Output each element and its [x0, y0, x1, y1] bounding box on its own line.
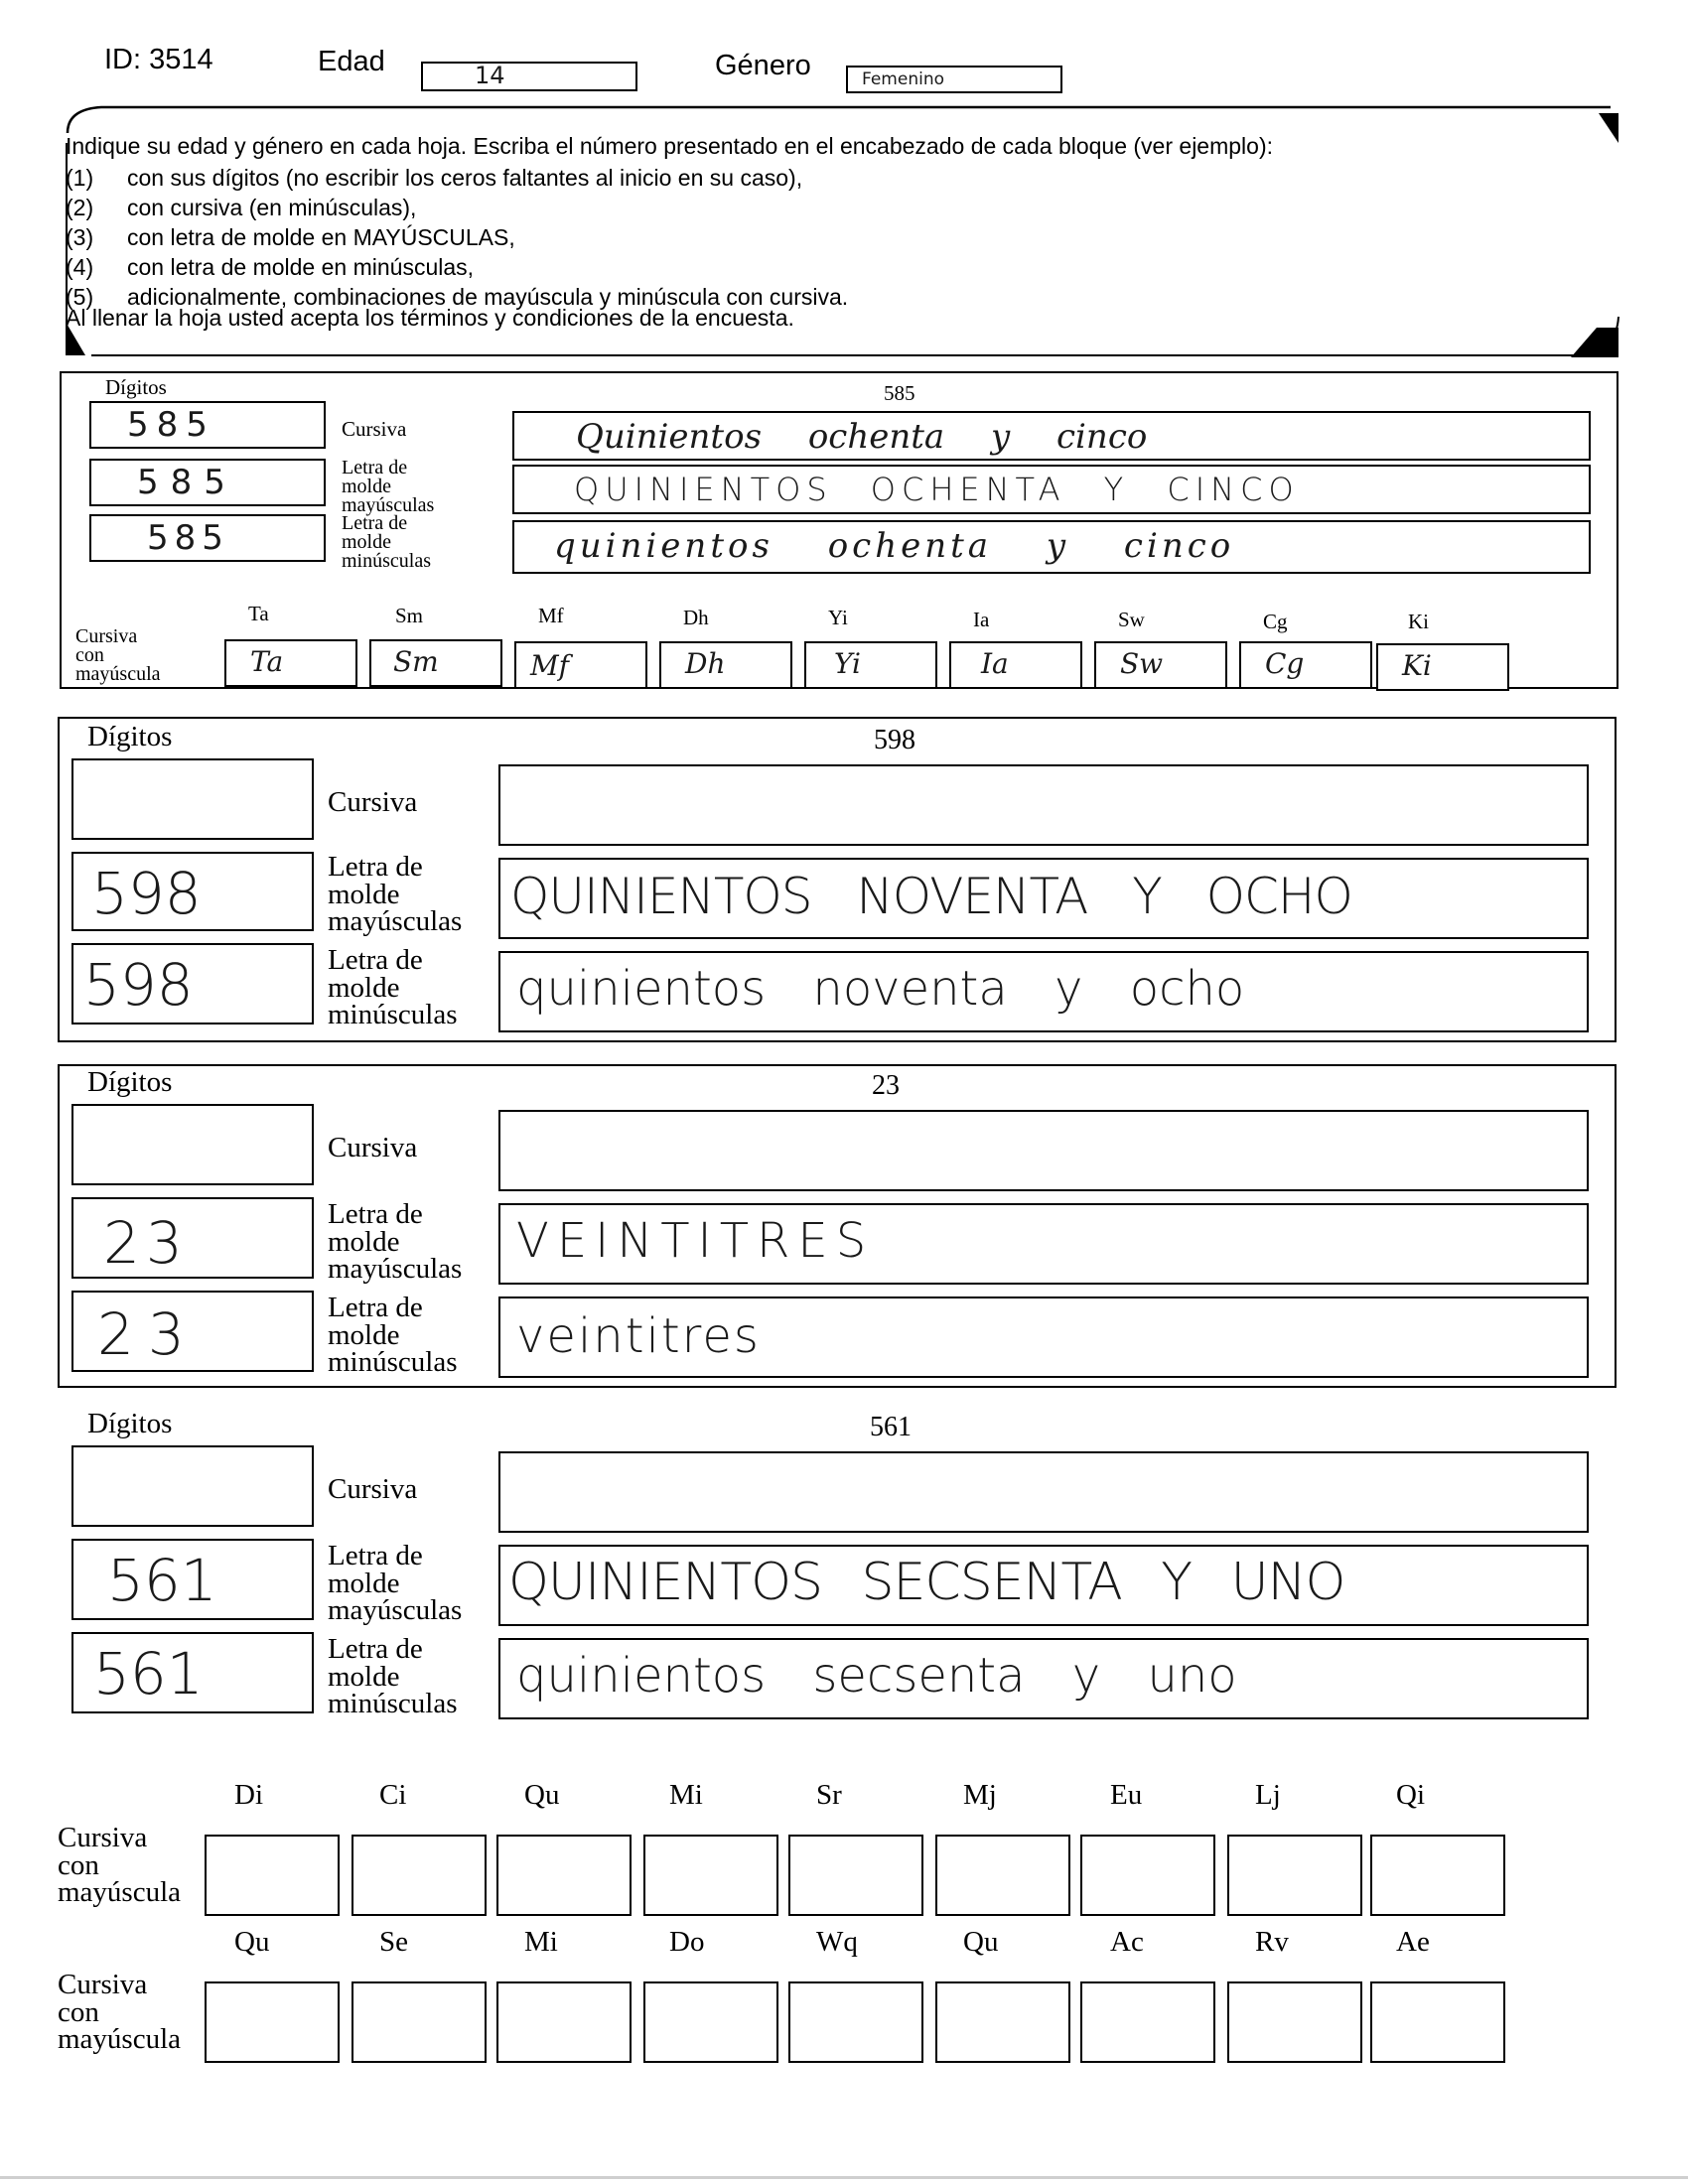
combo-prompt: Qi	[1396, 1779, 1425, 1811]
lower-answer: quinientos noventa y ocho	[516, 961, 1245, 1017]
combo-box[interactable]	[788, 1835, 923, 1916]
digits-box[interactable]	[71, 1539, 314, 1620]
gender-field[interactable]	[846, 66, 1062, 93]
upper-label: Letra de molde mayúsculas	[342, 457, 435, 516]
instructions-terms: Al llenar la hoja usted acepta los términos y condiciones de la encuesta.	[66, 305, 794, 331]
digits-box[interactable]	[71, 1197, 314, 1279]
combo-box[interactable]	[352, 1981, 487, 2063]
combo-label: Cursiva con mayúscula	[58, 1822, 182, 1909]
age-label: Edad	[318, 46, 385, 77]
instruction-item: (2) con cursiva (en minúsculas),	[66, 195, 417, 220]
instruction-item: (3) con letra de molde en MAYÚSCULAS,	[66, 224, 515, 250]
digits-answer: 561	[107, 1547, 217, 1614]
combo-box[interactable]	[643, 1835, 778, 1916]
combo-answer: Ta	[250, 645, 284, 678]
combo-prompt: Dh	[683, 606, 709, 629]
block-number: 561	[870, 1412, 912, 1442]
cursive-label: Cursiva	[328, 786, 418, 818]
digits-answer: 598	[83, 951, 194, 1019]
gender-label: Género	[715, 50, 811, 81]
digits-box[interactable]	[71, 1291, 314, 1372]
instructions-panel	[62, 103, 1622, 359]
age-field[interactable]	[421, 62, 637, 91]
combo-box[interactable]	[1080, 1981, 1215, 2063]
block-number: 585	[884, 381, 915, 405]
combo-prompt: Di	[234, 1779, 263, 1811]
combo-prompt: Sm	[395, 604, 424, 627]
gender-value: Femenino	[862, 69, 944, 89]
digits-heading: Dígitos	[87, 721, 173, 752]
upper-label: Letra de molde mayúsculas	[328, 851, 463, 938]
combo-box[interactable]	[1094, 641, 1227, 689]
combo-box[interactable]	[1239, 641, 1372, 689]
digits-answer: 585	[147, 518, 229, 558]
instruction-item: (4) con letra de molde en minúsculas,	[66, 254, 475, 280]
digits-box[interactable]	[71, 758, 314, 840]
combo-prompt: Do	[669, 1926, 705, 1958]
instruction-item: (1) con sus dígitos (no escribir los ceros faltantes al inicio en su caso),	[66, 165, 803, 191]
combo-label: Cursiva con mayúscula	[75, 625, 161, 685]
combo-box[interactable]	[224, 639, 357, 687]
digits-box[interactable]	[89, 459, 326, 506]
lower-box[interactable]	[498, 1297, 1589, 1378]
digits-heading: Dígitos	[105, 375, 167, 399]
lower-label: Letra de molde minúsculas	[328, 1633, 458, 1720]
upper-answer: QUINIENTOS NOVENTA Y OCHO	[510, 868, 1352, 925]
combo-prompt: Ki	[1408, 610, 1429, 633]
lower-box[interactable]	[498, 951, 1589, 1032]
combo-prompt: Ci	[379, 1779, 407, 1811]
digits-answer: 598	[91, 860, 202, 927]
combo-prompt: Sr	[816, 1779, 842, 1811]
combo-row-block1	[224, 600, 1515, 689]
cursive-box[interactable]	[498, 1451, 1589, 1533]
combo-prompt: Qu	[524, 1779, 560, 1811]
cursive-label: Cursiva	[328, 1473, 418, 1505]
combo-row-2	[205, 1926, 1525, 2071]
lower-box[interactable]	[498, 1638, 1589, 1719]
lower-answer: veintitres	[516, 1308, 761, 1364]
combo-prompt: Mf	[538, 604, 564, 627]
combo-box[interactable]	[1370, 1835, 1505, 1916]
combo-box[interactable]	[949, 641, 1082, 689]
combo-box[interactable]	[643, 1981, 778, 2063]
combo-prompt: Sw	[1118, 608, 1145, 631]
lower-answer: quinientos secsenta y uno	[516, 1648, 1237, 1704]
combo-box[interactable]	[1227, 1835, 1362, 1916]
digits-box[interactable]	[71, 852, 314, 931]
combo-box[interactable]	[352, 1835, 487, 1916]
digits-box[interactable]	[71, 943, 314, 1024]
combo-prompt: Mj	[963, 1779, 997, 1811]
combo-box[interactable]	[514, 641, 647, 689]
upper-box[interactable]	[498, 858, 1589, 939]
combo-prompt: Mi	[669, 1779, 703, 1811]
combo-prompt: Ta	[248, 602, 269, 625]
digits-answer: 23	[97, 1300, 199, 1368]
combo-answer: Cg	[1265, 647, 1305, 680]
cursive-box[interactable]	[512, 411, 1591, 461]
block-number: 598	[874, 725, 915, 755]
digits-answer: 585	[137, 463, 237, 502]
lower-box[interactable]	[512, 520, 1591, 574]
upper-label: Letra de molde mayúsculas	[328, 1540, 463, 1627]
lower-label: Letra de molde minúsculas	[328, 1292, 458, 1379]
combo-box[interactable]	[1080, 1835, 1215, 1916]
combo-answer: Ia	[981, 647, 1009, 680]
combo-box[interactable]	[788, 1981, 923, 2063]
digits-answer: 23	[103, 1209, 189, 1277]
combo-box[interactable]	[496, 1835, 632, 1916]
id-label: ID: 3514	[104, 44, 213, 75]
combo-answer: Ki	[1402, 649, 1432, 682]
combo-prompt: Ia	[973, 608, 990, 631]
cursive-answer: Quinientos ochenta y cinco	[576, 417, 1148, 457]
combo-prompt: Lj	[1255, 1779, 1281, 1811]
combo-answer: Sm	[393, 645, 439, 678]
upper-answer: QUINIENTOS OCHENTA Y CINCO	[574, 471, 1300, 508]
block-number: 23	[872, 1070, 900, 1101]
digits-box[interactable]	[71, 1445, 314, 1527]
scan-edge	[0, 2176, 1688, 2179]
combo-prompt: Qu	[963, 1926, 999, 1958]
lower-label: Letra de molde minúsculas	[342, 512, 431, 572]
combo-box[interactable]	[1227, 1981, 1362, 2063]
combo-answer: Yi	[834, 647, 861, 680]
digits-box[interactable]	[71, 1104, 314, 1185]
combo-prompt: Ac	[1110, 1926, 1144, 1958]
combo-prompt: Eu	[1110, 1779, 1143, 1811]
upper-box[interactable]	[512, 465, 1591, 514]
combo-box[interactable]	[205, 1835, 340, 1916]
age-value: 14	[475, 62, 505, 89]
combo-box[interactable]	[1376, 643, 1509, 691]
combo-box[interactable]	[804, 641, 937, 689]
combo-box[interactable]	[496, 1981, 632, 2063]
digits-box[interactable]	[89, 401, 326, 449]
digits-heading: Dígitos	[87, 1408, 173, 1439]
upper-box[interactable]	[498, 1545, 1589, 1626]
upper-label: Letra de molde mayúsculas	[328, 1198, 463, 1286]
combo-prompt: Cg	[1263, 610, 1288, 633]
combo-prompt: Se	[379, 1926, 408, 1958]
combo-answer: Dh	[685, 647, 726, 680]
cursive-box[interactable]	[498, 1110, 1589, 1191]
combo-prompt: Qu	[234, 1926, 270, 1958]
lower-label: Letra de molde minúsculas	[328, 944, 458, 1031]
combo-box[interactable]	[659, 641, 792, 689]
cursive-box[interactable]	[498, 764, 1589, 846]
digits-box[interactable]	[89, 514, 326, 562]
combo-prompt: Mi	[524, 1926, 558, 1958]
digits-answer: 585	[127, 405, 215, 445]
digits-box[interactable]	[71, 1632, 314, 1713]
lower-answer: quinientos ochenta y cinco	[554, 526, 1235, 566]
combo-box[interactable]	[205, 1981, 340, 2063]
combo-prompt: Rv	[1255, 1926, 1289, 1958]
digits-heading: Dígitos	[87, 1066, 173, 1098]
upper-box[interactable]	[498, 1203, 1589, 1285]
combo-label: Cursiva con mayúscula	[58, 1969, 182, 2056]
combo-box[interactable]	[369, 639, 502, 687]
combo-box[interactable]	[1370, 1981, 1505, 2063]
instructions-intro: Indique su edad y género en cada hoja. Escriba el número presentado en el encabezado de cada bloque (ver ejemplo):	[66, 133, 1273, 159]
combo-prompt: Ae	[1396, 1926, 1430, 1958]
upper-answer: QUINIENTOS SECSENTA Y UNO	[508, 1553, 1345, 1612]
instructions-list	[66, 163, 848, 312]
combo-box[interactable]	[935, 1981, 1070, 2063]
cursive-label: Cursiva	[342, 417, 407, 441]
upper-answer: VEINTITRES	[516, 1213, 875, 1269]
combo-prompt: Yi	[828, 606, 848, 629]
combo-answer: Mf	[530, 649, 570, 682]
combo-answer: Sw	[1120, 647, 1164, 680]
instruction-item: (5) adicionalmente, combinaciones de mayúscula y minúscula con cursiva.	[66, 284, 849, 310]
combo-box[interactable]	[935, 1835, 1070, 1916]
combo-prompt: Wq	[816, 1926, 858, 1958]
digits-answer: 561	[93, 1640, 204, 1707]
combo-row-1	[205, 1779, 1525, 1924]
cursive-label: Cursiva	[328, 1132, 418, 1163]
